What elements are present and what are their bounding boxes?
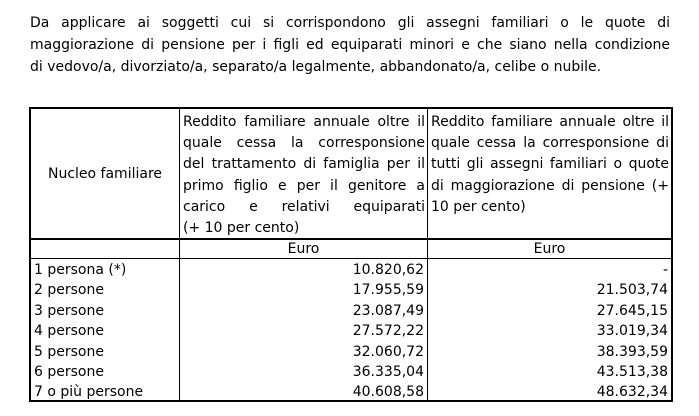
value-all-allowances-threshold: 33.019,34 bbox=[596, 323, 668, 340]
value-first-child-threshold: 10.820,62 bbox=[352, 262, 424, 278]
row-label: 3 persone bbox=[34, 302, 104, 319]
rows-all-allowances-threshold-column bbox=[428, 259, 671, 400]
value-all-allowances-threshold: 38.393,59 bbox=[596, 343, 668, 360]
column-header-all-allowances-threshold bbox=[428, 109, 671, 240]
row-label: 2 persone bbox=[34, 282, 104, 299]
rows-labels-column bbox=[31, 259, 180, 400]
family-income-table bbox=[29, 107, 673, 402]
unit-label-euro-col2: Euro bbox=[180, 240, 428, 259]
header-line: Reddito familiare annuale oltre il bbox=[183, 114, 425, 130]
row-label: 5 persone bbox=[34, 343, 104, 360]
column-header-label: Nucleo familiare bbox=[47, 165, 163, 182]
column-header-first-child-threshold bbox=[180, 109, 428, 240]
value-all-allowances-threshold: 27.645,15 bbox=[596, 302, 668, 319]
value-all-allowances-threshold: 21.503,74 bbox=[596, 282, 668, 299]
value-all-allowances-threshold: 43.513,38 bbox=[596, 364, 668, 381]
intro-line: maggiorazione di pensione per i figli ed equiparati minori e che siano nella condizione bbox=[30, 37, 670, 53]
value-first-child-threshold: 36.335,04 bbox=[352, 364, 424, 381]
header-line: Reddito familiare annuale oltre il bbox=[431, 114, 669, 130]
header-line: tutti gli assegni familiari o quote bbox=[431, 156, 669, 173]
header-line: (+ 10 per cento) bbox=[183, 220, 300, 237]
value-first-child-threshold: 40.608,58 bbox=[352, 384, 424, 400]
intro-line: di vedovo/a, divorziato/a, separato/a legalmente, abbandonato/a, celibe o nubile. bbox=[30, 59, 602, 75]
row-label: 1 persona (*) bbox=[34, 262, 127, 278]
header-line: primo figlio e per il genitore a bbox=[183, 177, 425, 194]
header-line: carico e relativi equiparati bbox=[183, 198, 425, 215]
value-first-child-threshold: 27.572,22 bbox=[352, 323, 424, 340]
value-first-child-threshold: 32.060,72 bbox=[352, 343, 424, 360]
rows-first-child-threshold-column bbox=[180, 259, 428, 400]
header-line: 10 per cento) bbox=[431, 198, 526, 215]
value-all-allowances-threshold: - bbox=[662, 262, 668, 278]
intro-paragraph bbox=[30, 12, 670, 78]
value-all-allowances-threshold: 48.632,34 bbox=[596, 384, 668, 400]
header-line: di maggiorazione di pensione (+ bbox=[431, 177, 669, 194]
unit-label-euro-col3: Euro bbox=[428, 240, 671, 259]
header-line: quale cessa la corresponsione bbox=[183, 135, 425, 152]
intro-line: Da applicare ai soggetti cui si corrispondono gli assegni familiari o le quote di bbox=[30, 15, 670, 31]
row-label: 4 persone bbox=[34, 323, 104, 340]
column-header-nucleo-familiare bbox=[31, 109, 180, 240]
row-label: 6 persone bbox=[34, 364, 104, 381]
header-line: quale cessa la corresponsione di bbox=[431, 135, 669, 152]
header-line: del trattamento di famiglia per il bbox=[183, 156, 425, 173]
value-first-child-threshold: 17.955,59 bbox=[352, 282, 424, 299]
unit-row-empty-cell bbox=[31, 240, 180, 259]
value-first-child-threshold: 23.087,49 bbox=[352, 302, 424, 319]
row-label: 7 o più persone bbox=[34, 384, 144, 400]
